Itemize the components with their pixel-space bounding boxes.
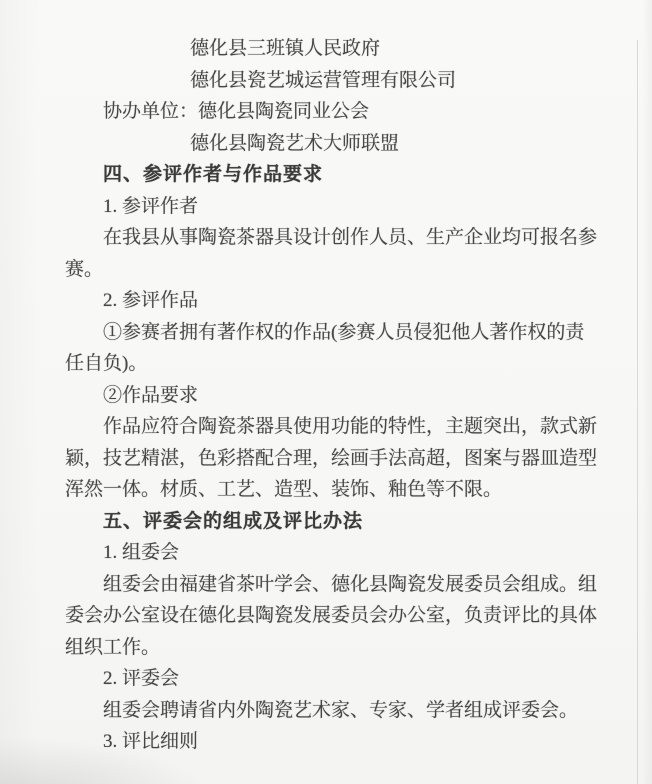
committee-body-3: 组织工作。 — [65, 636, 161, 658]
section-5-heading: 五、评委会的组成及评比办法 — [103, 510, 364, 532]
entries-clause-2: ②作品要求 — [103, 384, 199, 406]
requirements-body-1: 作品应符合陶瓷茶器具使用功能的特性，主题突出，款式新 — [103, 416, 598, 437]
item-2-entries: 2. 参评作品 — [103, 290, 199, 311]
item-1-participants: 1. 参评作者 — [103, 195, 199, 217]
participants-body-1: 在我县从事陶瓷茶器具设计创作人员、生产企业均可报名参 — [103, 227, 598, 248]
co-organizer-line: 协办单位：德化县陶瓷同业公会 — [103, 101, 370, 122]
jury-body-1: 组委会聘请省内外陶瓷艺术家、专家、学者组成评委会。 — [103, 699, 579, 721]
entries-clause-1a: ①参赛者拥有著作权的作品(参赛人员侵犯他人著作权的责 — [103, 321, 585, 343]
item-2-jury: 2. 评委会 — [103, 668, 180, 689]
item-1-organizing-committee: 1. 组委会 — [103, 542, 180, 563]
section-4-heading: 四、参评作者与作品要求 — [103, 164, 324, 185]
host-org-line-1: 德化县三班镇人民政府 — [190, 38, 381, 59]
co-organizer-line-2: 德化县陶瓷艺术大师联盟 — [190, 132, 400, 154]
host-org-line-2: 德化县瓷艺城运营管理有限公司 — [190, 69, 457, 91]
requirements-body-3: 浑然一体。材质、工艺、造型、装饰、釉色等不限。 — [65, 479, 503, 500]
entries-clause-1b: 任自负)。 — [65, 353, 148, 374]
committee-body-1: 组委会由福建省茶叶学会、德化县陶瓷发展委员会组成。组 — [103, 573, 598, 595]
item-3-judging-rules: 3. 评比细则 — [103, 731, 199, 752]
page-scan-edge-shadow — [637, 40, 638, 784]
requirements-body-2: 颖，技艺精湛，色彩搭配合理，绘画手法高超，图案与器皿造型 — [65, 447, 598, 469]
participants-body-2: 赛。 — [65, 258, 104, 280]
document-text-block — [65, 33, 598, 758]
committee-body-2: 委会办公室设在德化县陶瓷发展委员会办公室，负责评比的具体 — [65, 605, 598, 626]
